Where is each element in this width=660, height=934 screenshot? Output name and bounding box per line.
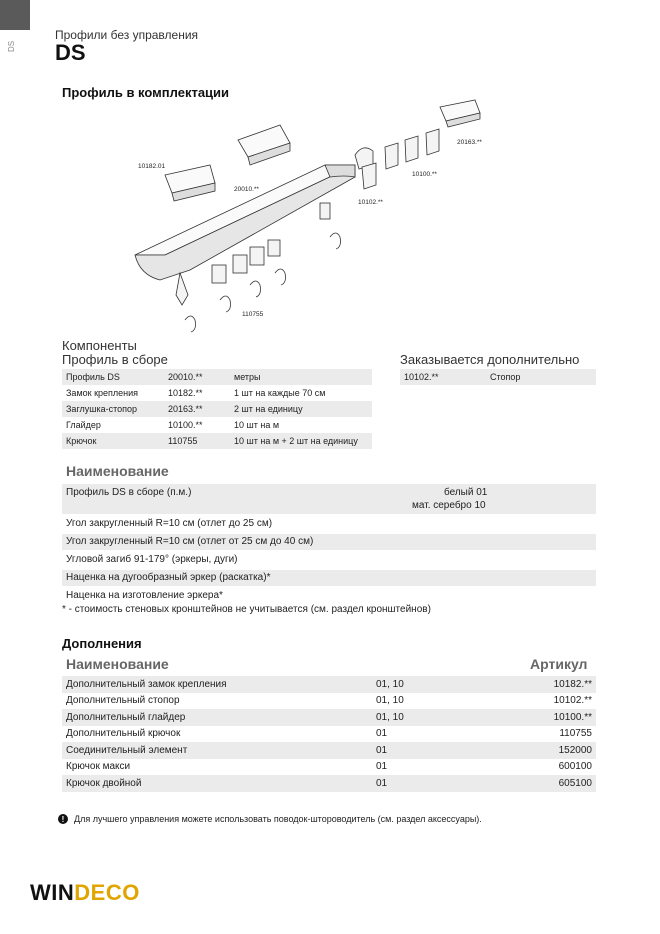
component-name: Заглушка-стопор xyxy=(66,404,138,414)
table-row xyxy=(62,369,372,385)
table-row xyxy=(400,369,596,385)
side-code: DS xyxy=(7,40,16,52)
naming-text: Наценка на изготовление эркера* xyxy=(66,590,223,601)
component-name: Замок крепления xyxy=(66,388,139,398)
addition-colors: 01 xyxy=(376,744,388,756)
table-row xyxy=(62,401,372,417)
addition-name: Дополнительный глайдер xyxy=(66,711,186,723)
addition-name: Дополнительный замок крепления xyxy=(66,678,227,690)
addition-colors: 01 xyxy=(376,761,388,773)
component-qty: 2 шт на единицу xyxy=(234,404,303,414)
addition-article: 10182.** xyxy=(553,678,592,690)
list-item xyxy=(62,484,596,514)
table-row xyxy=(62,433,372,449)
additions-heading: Дополнения xyxy=(62,636,142,651)
list-item xyxy=(62,570,596,586)
addition-article: 600100 xyxy=(558,761,592,773)
components-subheading: Профиль в сборе xyxy=(62,352,168,367)
list-item xyxy=(62,588,596,604)
component-qty: 10 шт на м xyxy=(234,420,280,430)
naming-heading: Наименование xyxy=(66,463,169,479)
table-row xyxy=(62,759,596,776)
component-code: 110755 xyxy=(168,436,198,446)
naming-detail: мат. серебро 10 xyxy=(412,500,486,511)
component-name: Профиль DS xyxy=(66,372,120,382)
component-qty: 1 шт на каждые 70 см xyxy=(234,388,326,398)
table-row xyxy=(62,742,596,759)
addition-article: 152000 xyxy=(558,744,592,756)
order-name: Стопор xyxy=(490,372,521,382)
naming-detail: белый 01 xyxy=(444,487,488,498)
component-code: 10100.** xyxy=(168,420,203,430)
list-item xyxy=(62,552,596,568)
component-code: 20010.** xyxy=(168,372,203,382)
order-extra-table xyxy=(400,369,596,385)
component-code: 20163.** xyxy=(168,404,203,414)
brand-logo xyxy=(30,880,140,906)
table-row xyxy=(62,709,596,726)
exclamation-icon: ! xyxy=(58,814,68,824)
addition-name: Дополнительный крючок xyxy=(66,728,181,740)
diagram-label-20163: 20163.** xyxy=(457,139,482,146)
diagram-label-10100: 10100.** xyxy=(412,171,437,178)
naming-text: Угловой загиб 91-179° (эркеры, дуги) xyxy=(66,554,238,565)
diagram-label-10102: 10102.** xyxy=(358,199,383,206)
profile-exploded-diagram xyxy=(130,95,500,335)
addition-name: Дополнительный стопор xyxy=(66,695,180,707)
table-row xyxy=(62,726,596,743)
addition-article: 110755 xyxy=(559,728,592,740)
components-table xyxy=(62,369,372,449)
sidebar-tab xyxy=(0,0,30,30)
table-row xyxy=(62,385,372,401)
addition-colors: 01 xyxy=(376,728,388,740)
addition-colors: 01, 10 xyxy=(376,678,404,690)
component-name: Глайдер xyxy=(66,420,101,430)
addition-article: 10102.** xyxy=(553,695,592,707)
section-heading-profile: Профиль в комплектации xyxy=(62,85,230,100)
additions-col-article: Артикул xyxy=(530,656,588,672)
footnote: * - стоимость стеновых кронштейнов не учитывается (см. раздел кронштейнов) xyxy=(62,604,431,615)
note xyxy=(58,814,482,824)
addition-article: 605100 xyxy=(558,777,592,789)
addition-name: Соединительный элемент xyxy=(66,744,188,756)
table-row xyxy=(62,417,372,433)
naming-text: Наценка на дугообразный эркер (раскатка)* xyxy=(66,572,271,583)
naming-text: Угол закругленный R=10 см (отлет до 25 см) xyxy=(66,518,273,529)
table-row xyxy=(62,775,596,792)
order-extra-heading: Заказывается дополнительно xyxy=(400,352,580,367)
diagram-label-10182: 10182.01 xyxy=(138,163,166,170)
component-qty: метры xyxy=(234,372,261,382)
naming-text: Профиль DS в сборе (п.м.) xyxy=(66,487,192,498)
list-item xyxy=(62,534,596,550)
page-subtitle: Профили без управления xyxy=(55,28,199,42)
component-qty: 10 шт на м + 2 шт на единицу xyxy=(234,436,358,446)
addition-article: 10100.** xyxy=(553,711,592,723)
table-row xyxy=(62,693,596,710)
logo-part-b: DECO xyxy=(74,880,140,905)
addition-name: Крючок двойной xyxy=(66,777,142,789)
addition-colors: 01, 10 xyxy=(376,711,404,723)
note-text: Для лучшего управления можете использовать поводок-шторoводитель (см. раздел аксессуары). xyxy=(74,814,482,824)
component-code: 10182.** xyxy=(168,388,203,398)
additions-table xyxy=(62,676,596,792)
addition-colors: 01 xyxy=(376,777,388,789)
diagram-label-20010: 20010.** xyxy=(234,186,259,193)
table-row xyxy=(62,676,596,693)
logo-part-a: WIN xyxy=(30,880,75,905)
list-item xyxy=(62,516,596,532)
additions-col-name: Наименование xyxy=(66,656,169,672)
naming-text: Угол закругленный R=10 см (отлет от 25 см до 40 см) xyxy=(66,536,314,547)
components-heading: Компоненты xyxy=(62,338,137,353)
page-title: DS xyxy=(55,40,86,65)
addition-colors: 01, 10 xyxy=(376,695,404,707)
addition-name: Крючок макси xyxy=(66,761,131,773)
order-code: 10102.** xyxy=(404,372,439,382)
naming-list xyxy=(62,484,596,615)
component-name: Крючок xyxy=(66,436,97,446)
diagram-label-110755: 110755 xyxy=(242,311,264,318)
